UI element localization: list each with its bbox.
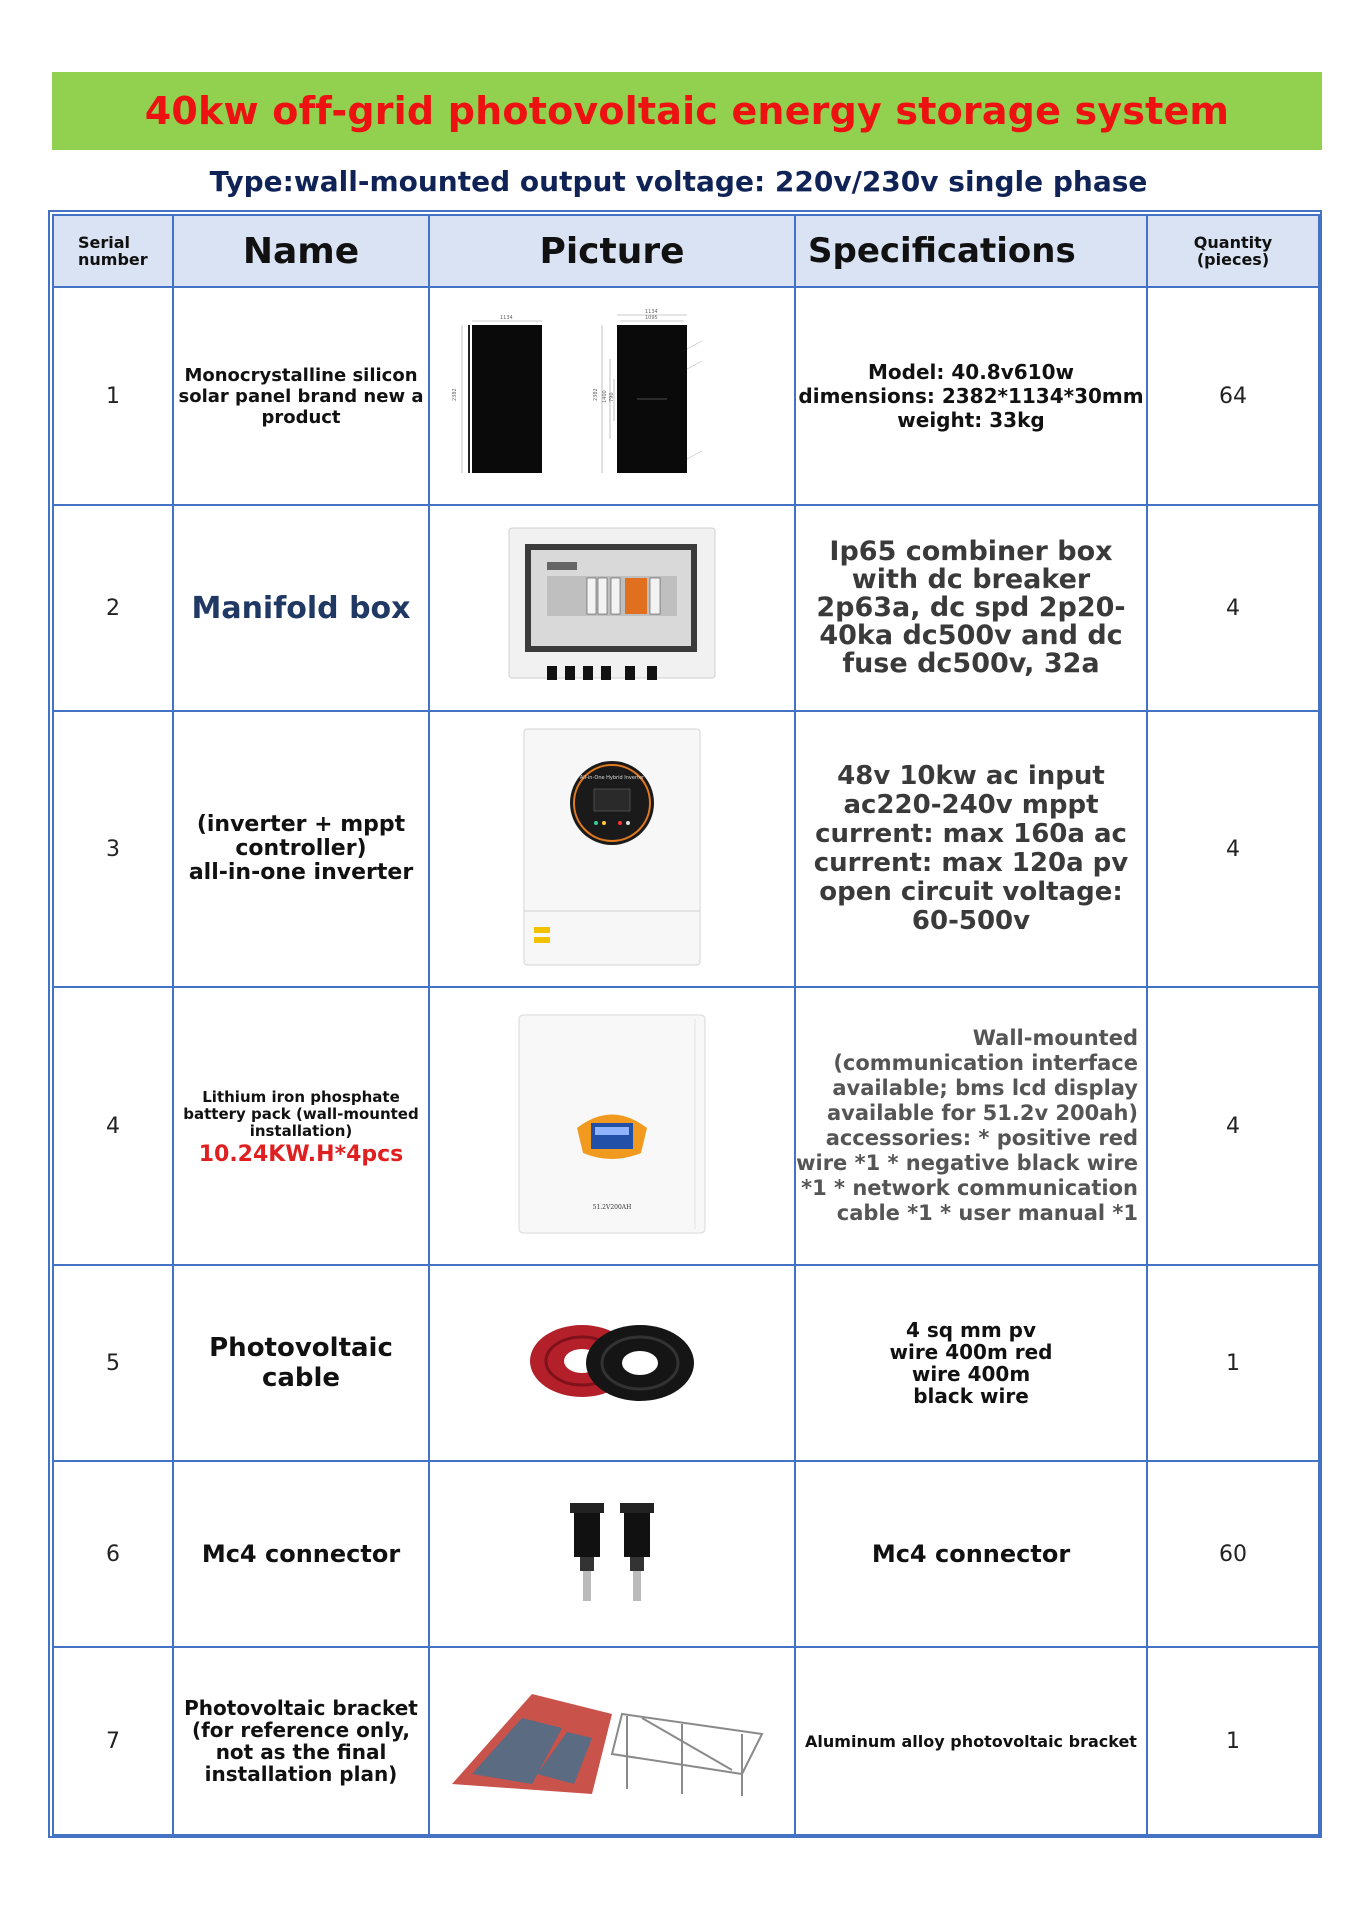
battery-model-label: 51.2V200AH xyxy=(592,1204,632,1211)
inverter-brand-label: All-in-One Hybrid Inverter xyxy=(579,775,645,781)
product-table xyxy=(52,214,1320,1836)
header-quantity: Quantity (pieces) xyxy=(1147,215,1319,287)
dim-label: 1134 xyxy=(500,315,513,321)
quantity-cell: 60 xyxy=(1147,1461,1319,1647)
hybrid-inverter-icon xyxy=(522,727,702,967)
dim-label: 1095 xyxy=(645,315,658,321)
solar-panel-picture xyxy=(429,287,795,505)
pv-cable-icon xyxy=(522,1311,702,1411)
quantity-cell: 1 xyxy=(1147,1647,1319,1835)
spec-cell: 48v 10kw ac input ac220-240v mppt current: max 160a ac current: max 120a pv open circuit voltage: 60-500v xyxy=(795,711,1147,987)
combiner-box-picture xyxy=(429,505,795,711)
header-specifications: Specifications xyxy=(795,215,1147,287)
spec-cell: Aluminum alloy photovoltaic bracket xyxy=(795,1647,1147,1835)
battery-picture xyxy=(429,987,795,1265)
table-row xyxy=(53,987,1319,1265)
spec-cell: Mc4 connector xyxy=(795,1461,1147,1647)
pv-bracket-icon xyxy=(442,1674,782,1804)
header-picture: Picture xyxy=(429,215,795,287)
cable-picture xyxy=(429,1265,795,1461)
table-row xyxy=(53,287,1319,505)
spec-cell: Wall-mounted (communication interface available; bms lcd display available for 51.2v 200ah) accessories: * positive red wire *1 * negative black wire *1 * network communication cable *1 * user manual *1 xyxy=(795,987,1147,1265)
spec-cell: Ip65 combiner box with dc breaker 2p63a, dc spd 2p20-40ka dc500v and dc fuse dc500v, 32a xyxy=(795,505,1147,711)
serial-cell: 7 xyxy=(53,1647,173,1835)
name-cell: Photovoltaic bracket (for reference only, not as the final installation plan) xyxy=(173,1647,429,1835)
name-cell: Lithium iron phosphate battery pack (wall-mounted installation) 10.24KW.H*4pcs xyxy=(173,987,429,1265)
serial-cell: 5 xyxy=(53,1265,173,1461)
bracket-picture xyxy=(429,1647,795,1835)
dim-label: 2382 xyxy=(593,388,599,401)
quantity-cell: 4 xyxy=(1147,505,1319,711)
capacity-label: 10.24KW.H*4pcs xyxy=(198,1142,404,1167)
connector-picture xyxy=(429,1461,795,1647)
quantity-cell: 64 xyxy=(1147,287,1319,505)
table-row xyxy=(53,1647,1319,1835)
name-cell: (inverter + mppt controller) all-in-one inverter xyxy=(173,711,429,987)
page-subtitle: Type:wall-mounted output voltage: 220v/230v single phase xyxy=(209,165,1148,198)
serial-cell: 3 xyxy=(53,711,173,987)
page-title: 40kw off-grid photovoltaic energy storage system xyxy=(144,89,1230,133)
serial-cell: 6 xyxy=(53,1461,173,1647)
inverter-picture xyxy=(429,711,795,987)
serial-cell: 1 xyxy=(53,287,173,505)
dim-label: 1134 xyxy=(645,309,658,315)
dim-label: 790 xyxy=(609,392,615,402)
dim-label: 2382 xyxy=(452,388,458,401)
spec-cell: 4 sq mm pv wire 400m red wire 400m black wire xyxy=(795,1265,1147,1461)
mc4-connector-icon xyxy=(552,1497,672,1607)
table-row xyxy=(53,711,1319,987)
header-name: Name xyxy=(173,215,429,287)
dim-label: 1400 xyxy=(602,390,608,403)
title-banner xyxy=(52,72,1322,150)
table-row xyxy=(53,1461,1319,1647)
quantity-cell: 4 xyxy=(1147,711,1319,987)
serial-cell: 4 xyxy=(53,987,173,1265)
quantity-cell: 4 xyxy=(1147,987,1319,1265)
header-serial: Serial number xyxy=(53,215,173,287)
table-row xyxy=(53,1265,1319,1461)
lithium-battery-icon xyxy=(517,1013,707,1235)
serial-cell: 2 xyxy=(53,505,173,711)
quantity-cell: 1 xyxy=(1147,1265,1319,1461)
header-row xyxy=(53,215,1319,287)
name-cell: Mc4 connector xyxy=(173,1461,429,1647)
combiner-box-icon xyxy=(507,526,717,686)
spec-cell: Model: 40.8v610w dimensions: 2382*1134*30mm weight: 33kg xyxy=(795,287,1147,505)
solar-panel-drawing xyxy=(442,309,782,479)
name-cell: Monocrystalline silicon solar panel brand new a product xyxy=(173,287,429,505)
table-row xyxy=(53,505,1319,711)
name-cell: Photovoltaic cable xyxy=(173,1265,429,1461)
name-cell: Manifold box xyxy=(173,505,429,711)
